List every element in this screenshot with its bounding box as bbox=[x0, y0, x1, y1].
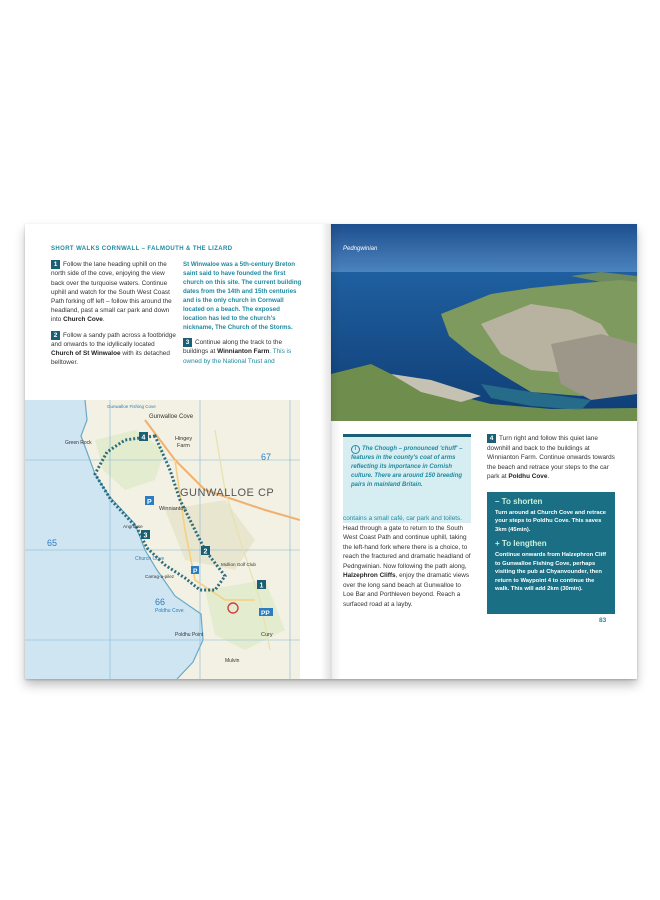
step-text: Continue along the track to the buildings at bbox=[183, 339, 283, 356]
map-label-carrag: Carrag-a-pilez bbox=[145, 574, 175, 579]
svg-text:1: 1 bbox=[259, 582, 264, 590]
variations-box bbox=[487, 492, 615, 614]
step-1 bbox=[51, 260, 176, 325]
chough-note-text: The Chough – pronounced 'chuff' – features in the county's coat of arms reflecting its importance in Cornish culture. There are around 150 breeding pairs in mainland Britain. bbox=[351, 446, 463, 488]
step-end: . This is owned by the National Trust and bbox=[183, 348, 292, 365]
lengthen-heading: + To lengthen bbox=[495, 539, 547, 549]
svg-text:P: P bbox=[193, 568, 198, 575]
running-head: SHORT WALKS CORNWALL – FALMOUTH & THE LIZARD bbox=[51, 246, 233, 252]
left-column bbox=[51, 260, 176, 374]
step-end: with its detached belltower. bbox=[51, 350, 170, 367]
step-place: Church of St Winwaloe bbox=[51, 350, 121, 358]
continued-place: Halzephron Cliffs bbox=[343, 572, 396, 579]
map-label-winnianton: Winnianton bbox=[159, 506, 187, 512]
map-label-poldhu-point: Poldhu Point bbox=[175, 632, 204, 638]
map-label-church-cove: Church Cove bbox=[135, 556, 165, 562]
step-place: Winnianton Farm bbox=[217, 348, 270, 356]
map-label-angrouse: Angrouse bbox=[123, 524, 143, 529]
waypoint-badge: 3 bbox=[183, 338, 192, 347]
step-2 bbox=[51, 331, 176, 368]
page-number: 83 bbox=[599, 617, 607, 624]
shorten-text: Turn around at Church Cove and retrace your steps to Poldhu Cove. This saves 3km (45min). bbox=[495, 509, 607, 533]
step-text: Follow a sandy path across a footbridge and onwards to the idyllically located bbox=[51, 331, 176, 348]
chough-note-box bbox=[343, 434, 471, 523]
continued-text: Head through a gate to return to the South West Coast Path and continue uphill, taking the left-hand fork where there is a choice, to reach the fractured and dramatic headland of Pedngwinian. Now following the path along, bbox=[343, 524, 471, 570]
coast-photo bbox=[331, 224, 637, 421]
chough-note bbox=[351, 445, 465, 490]
waypoint-badge: 4 bbox=[487, 434, 496, 443]
map-label-farm: Farm bbox=[177, 443, 190, 449]
map-graphic bbox=[25, 400, 300, 679]
map-label-fishing-cove: Gunwalloe Fishing Cove bbox=[107, 404, 156, 409]
left-page bbox=[25, 224, 331, 679]
step-4 bbox=[487, 434, 617, 482]
right-column bbox=[183, 260, 305, 372]
continued-column bbox=[343, 514, 471, 609]
svg-text:PP: PP bbox=[261, 610, 270, 617]
photo-caption: Pedngwinian bbox=[343, 246, 378, 252]
svg-text:P: P bbox=[147, 499, 152, 506]
svg-text:4: 4 bbox=[141, 434, 146, 442]
coast-photo-graphic bbox=[331, 224, 637, 421]
map-label-mulvin: Mulvin bbox=[225, 658, 240, 664]
step-end: . bbox=[547, 473, 550, 481]
step-3 bbox=[183, 338, 305, 366]
map-label-poldhu-cove: Poldhu Cove bbox=[155, 608, 184, 614]
waypoint-badge: 2 bbox=[51, 331, 60, 340]
step-text: Follow the lane heading uphill on the north side of the cove, enjoying the view back over the turquoise waters. Continue uphill and watch for the South West Coast Path forking off left – follow this around the headland, past a small car park and down into bbox=[51, 261, 172, 324]
svg-text:2: 2 bbox=[203, 548, 208, 556]
waypoint-badge: 1 bbox=[51, 260, 60, 269]
continued-lead: contains a small café, car park and toilets. bbox=[343, 515, 462, 522]
map-label-hingey: Hingey bbox=[175, 436, 193, 442]
map-label-parish: GUNWALLOE CP bbox=[180, 487, 275, 499]
grid-label-66: 66 bbox=[155, 597, 166, 607]
svg-text:3: 3 bbox=[143, 532, 148, 540]
grid-label-67: 67 bbox=[261, 452, 272, 462]
info-icon: i bbox=[351, 445, 360, 454]
grid-label-65: 65 bbox=[47, 538, 58, 548]
step-end: . bbox=[102, 316, 105, 324]
map-label-cury: Cury bbox=[261, 632, 273, 638]
shorten-heading: – To shorten bbox=[495, 497, 543, 506]
route-map bbox=[25, 400, 300, 679]
map-label-mullion-golf: Mullion Golf Club bbox=[221, 562, 256, 567]
map-label-green-rock: Green Rock bbox=[65, 440, 92, 446]
step-place: Church Cove bbox=[63, 316, 103, 324]
map-label-gunwalloe-cove: Gunwalloe Cove bbox=[149, 414, 194, 420]
right-page bbox=[331, 224, 637, 679]
step-text: Turn right and follow this quiet lane downhill and back to the buildings at Winnianton Farm. Continue onwards towards the beach and retrace your steps to the car park at bbox=[487, 435, 615, 481]
lengthen-text: Continue onwards from Halzephron Cliff to Gunwalloe Fishing Cove, perhaps visiting the pub at Chyanvounder, then return to Waypoint 4 to continue the walk. This will add 2km (30min). bbox=[495, 551, 607, 593]
step-place: Poldhu Cove bbox=[508, 473, 548, 481]
continued-end: , enjoy the dramatic views over the long sand beach at Gunwalloe to Loe Bar and Porthleven beyond. Reach a surfaced road at a layby. bbox=[343, 572, 470, 608]
saint-note: St Winwaloe was a 5th-century Breton saint said to have founded the first church on this site. The current building dates from the 14th and 15th centuries and is the only church in Cornwall located on a beach. The exposed location has led to the church's nickname, The Church of the Storms. bbox=[183, 261, 302, 331]
book-spread bbox=[25, 224, 637, 679]
